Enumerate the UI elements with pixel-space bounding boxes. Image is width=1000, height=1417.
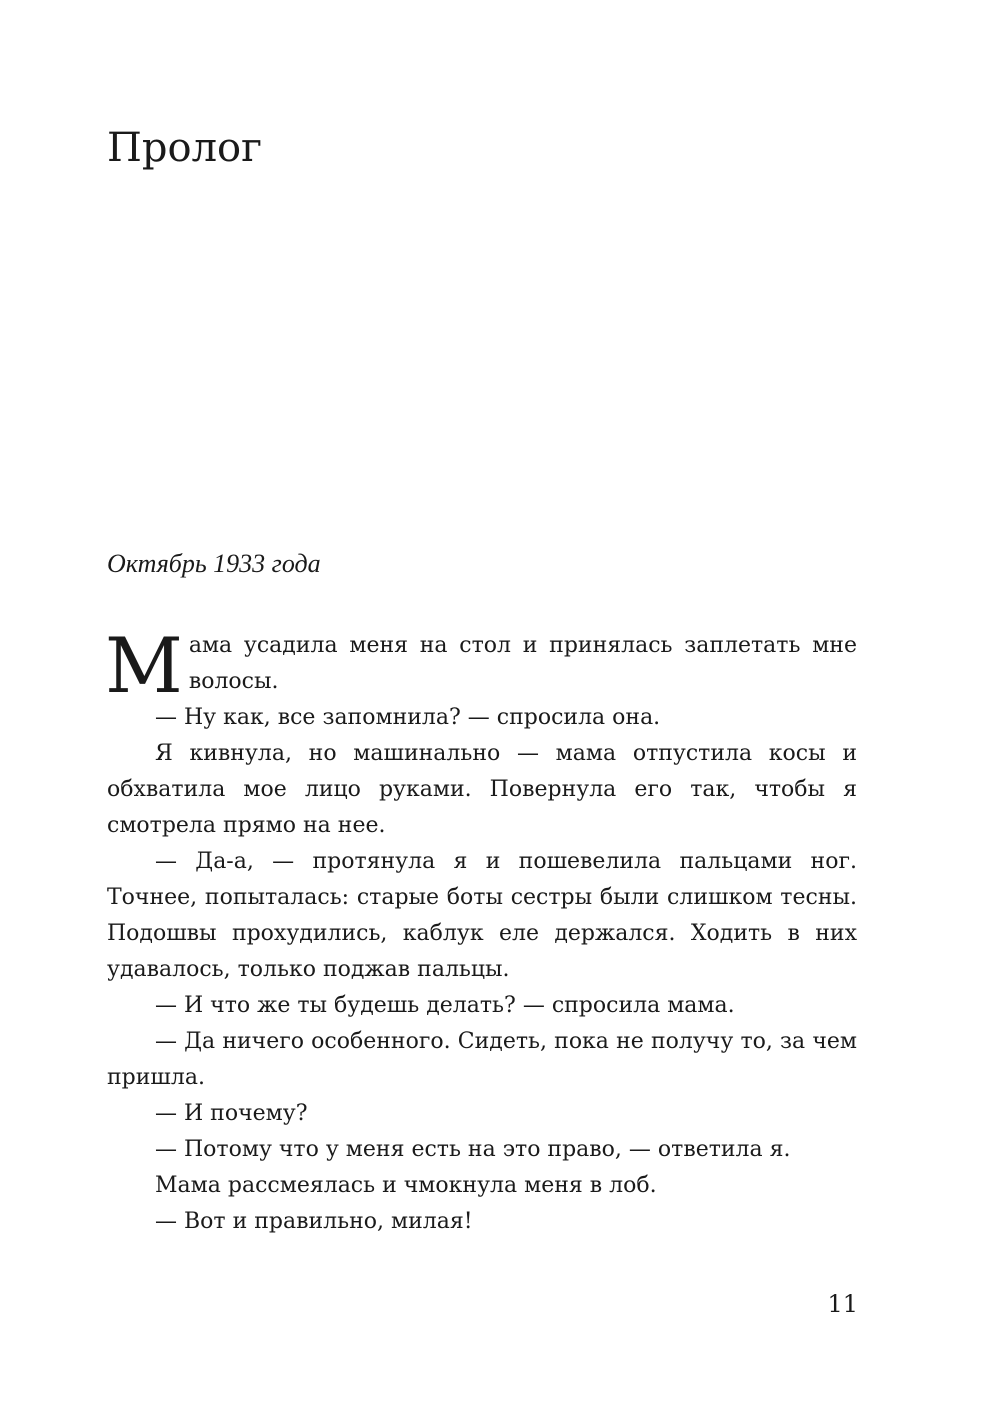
body-text [105,621,857,1240]
paragraph-10: — Вот и правильно, милая! [155,1209,473,1234]
paragraph-1-text: ама усадила меня на стол и принялась заплетать мне волосы. [188,633,857,694]
chapter-title: Пролог [107,125,263,171]
paragraph-7: — И почему? [155,1101,308,1126]
page-number: 11 [827,1290,858,1318]
drop-cap: М [105,621,183,710]
paragraph-3: Я кивнула, но машинально — мама отпустила косы и обхватила мое лицо руками. Повернула его так, чтобы я смотрела прямо на нее. [107,741,857,838]
paragraph-5: — И что же ты будешь делать? — спросила мама. [155,993,735,1018]
paragraph-9: Мама рассмеялась и чмокнула меня в лоб. [155,1173,657,1198]
paragraph-4: — Да-а, — протянула я и пошевелила пальцами ног. Точнее, попыталась: старые боты сестры были слишком тесны. Подошвы прохудились, каблук еле держался. Ходить в них удавалось, только поджав пальцы. [107,849,857,982]
paragraph-6: — Да ничего особенного. Сидеть, пока не получу то, за чем пришла. [107,1029,857,1090]
paragraph-1 [105,621,857,710]
paragraph-8: — Потому что у меня есть на это право, — ответила я. [155,1137,791,1162]
chapter-date: Октябрь 1933 года [107,549,321,578]
paragraph-2: — Ну как, все запомнила? — спросила она. [155,705,661,730]
